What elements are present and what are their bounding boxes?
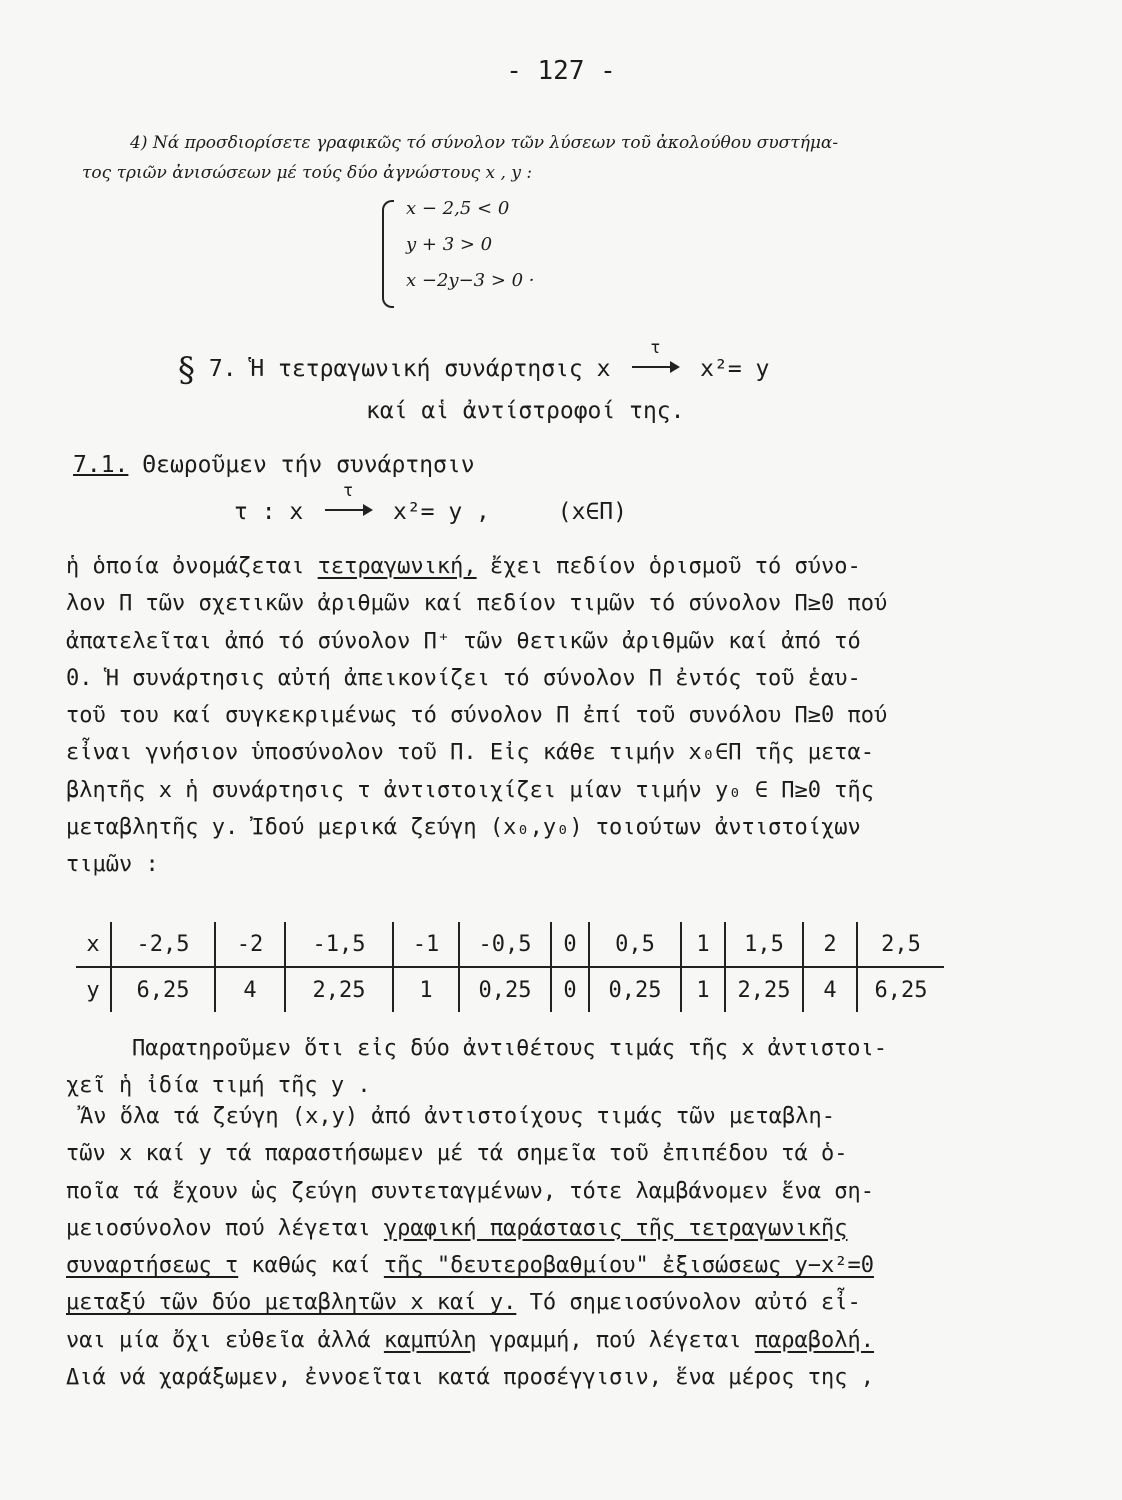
mapping-arrow-icon xyxy=(630,338,680,378)
section-title: Ἡ τετραγωνική συνάρτησις x xyxy=(250,356,611,382)
table-cell: 2,25 xyxy=(725,967,803,1012)
table-cell: 2,5 xyxy=(857,922,944,967)
inequality-system xyxy=(382,198,602,306)
underlined-term: καμπύλη xyxy=(383,1327,477,1353)
table-cell: 0,5 xyxy=(589,922,681,967)
text-line: 0. Ἡ συνάρτησις αὐτή ἀπεικονίζει τό σύνολον Π ἐντός τοῦ ἑαυ- xyxy=(66,665,861,691)
text-line xyxy=(66,548,1056,585)
table-cell: 0 xyxy=(551,967,589,1012)
text-span: μειοσύνολον πού λέγεται xyxy=(66,1215,384,1241)
left-brace-icon xyxy=(382,200,394,308)
text-line: ἀπατελεῖται ἀπό τό σύνολον Π⁺ τῶν θετικῶν ἀριθμῶν καί ἀπό τό xyxy=(66,628,861,654)
text-line: Διά νά χαράξωμεν, ἐννοεῖται κατά προσέγγισιν, ἕνα μέρος της , xyxy=(66,1365,874,1391)
table-cell: -1 xyxy=(393,922,459,967)
table-cell: 2,25 xyxy=(285,967,393,1012)
text-line: Παρατηροῦμεν ὅτι εἰς δύο ἀντιθέτους τιμάς τῆς x ἀντιστοι- xyxy=(132,1036,887,1061)
table-row-y xyxy=(76,967,944,1012)
page-number: - 127 - xyxy=(506,56,616,86)
section-number: 7. xyxy=(208,356,237,382)
text-line: τοῦ του καί συγκεκριμένως τό σύνολον Π ἐπί τοῦ συνόλου Π≥0 πού xyxy=(66,703,888,729)
table-cell: -2 xyxy=(215,922,285,967)
arrow-label: τ xyxy=(342,481,354,501)
text-span: ἔχει πεδίον ὁρισμοῦ τό σύνο- xyxy=(476,554,861,579)
underlined-term: μεταξύ τῶν δύο μεταβλητῶν x καί y. xyxy=(66,1290,517,1316)
text-span: ἡ ὁποία ὀνομάζεται xyxy=(66,554,318,579)
paragraph xyxy=(66,1098,1056,1396)
text-line xyxy=(66,1247,1056,1284)
table-row-x xyxy=(76,922,944,967)
arrow-label: τ xyxy=(650,338,661,358)
underlined-term: γραφική παράστασις τῆς τετραγωνικῆς xyxy=(383,1215,848,1241)
mapping-arrow-icon xyxy=(323,481,373,521)
underlined-term: παραβολή. xyxy=(754,1327,874,1353)
underlined-term: συναρτήσεως τ xyxy=(66,1253,239,1279)
table-cell: 1,5 xyxy=(725,922,803,967)
section-title-formula: x²= y xyxy=(700,356,770,382)
underlined-term: τῆς "δευτεροβαθμίου" ἐξισώσεως y−x²=0 xyxy=(383,1253,874,1279)
table-cell: 0 xyxy=(551,922,589,967)
text-line: Ἄν ὅλα τά ζεύγη (x,y) ἀπό ἀντιστοίχους τιμάς τῶν μεταβλη- xyxy=(80,1104,835,1129)
text-line: τιμῶν : xyxy=(66,852,159,878)
exercise-line: 4) Νά προσδιορίσετε γραφικῶς τό σύνολον τῶν λύσεων τοῦ ἀκολούθου συστήμα- xyxy=(130,133,839,153)
inequality: x −2y−3 > 0 · xyxy=(406,270,535,291)
section-heading xyxy=(178,338,770,390)
text-line xyxy=(66,1322,1056,1359)
table-cell: 1 xyxy=(681,967,725,1012)
section-subtitle: καί αἱ ἀντίστροφοί της. xyxy=(366,398,685,424)
text-line: λον Π τῶν σχετικῶν ἀριθμῶν καί πεδίον τιμῶν τό σύνολον Π≥0 πού xyxy=(66,591,888,617)
table-cell: 4 xyxy=(215,967,285,1012)
formula-left: τ : x xyxy=(234,499,304,525)
table-cell: -0,5 xyxy=(459,922,551,967)
table-cell: 6,25 xyxy=(111,967,215,1012)
subsection-title: Θεωροῦμεν τήν συνάρτησιν xyxy=(142,452,475,478)
row-label: y xyxy=(86,977,100,1003)
section-symbol: § xyxy=(178,350,195,390)
text-line: εἶναι γνήσιον ὑποσύνολον τοῦ Π. Εἰς κάθε τιμήν x₀∈Π τῆς μετα- xyxy=(66,740,874,766)
text-span: καθώς καί xyxy=(238,1253,384,1279)
function-formula xyxy=(234,481,628,525)
subsection-heading xyxy=(73,452,475,478)
table-cell: 0,25 xyxy=(459,967,551,1012)
table-cell: 1 xyxy=(681,922,725,967)
text-line: βλητῆς x ἡ συνάρτησις τ ἀντιστοιχίζει μίαν τιμήν y₀ ∈ Π≥0 τῆς xyxy=(66,777,874,803)
text-line xyxy=(66,1210,1056,1247)
formula-domain: (x∈Π) xyxy=(557,499,628,525)
table-cell: -1,5 xyxy=(285,922,393,967)
paragraph xyxy=(66,548,1056,884)
table-cell: 2 xyxy=(803,922,857,967)
text-line: τῶν x καί y τά παραστήσωμεν μέ τά σημεῖα τοῦ ἐπιπέδου τά ὁ- xyxy=(66,1141,848,1167)
exercise-line: τος τριῶν ἀνισώσεων μέ τούς δύο ἀγνώστους x , y : xyxy=(82,163,533,183)
text-line xyxy=(66,1284,1056,1321)
exercise-4 xyxy=(82,128,1042,188)
inequality: x − 2,5 < 0 xyxy=(406,198,510,219)
table-cell: 0,25 xyxy=(589,967,681,1012)
underlined-term: τετραγωνική, xyxy=(317,554,477,579)
table-cell: -2,5 xyxy=(111,922,215,967)
paragraph xyxy=(66,1030,1056,1105)
table-cell: 6,25 xyxy=(857,967,944,1012)
text-line: μεταβλητῆς y. Ἰδού μερικά ζεύγη (x₀,y₀) τοιούτων ἀντιστοίχων xyxy=(66,815,861,841)
text-span: γραμμή, πού λέγεται xyxy=(476,1327,755,1353)
text-line: χεῖ ἡ ἰδία τιμή τῆς y . xyxy=(66,1073,371,1099)
formula-right: x²= y , xyxy=(392,499,490,525)
row-label: x xyxy=(76,922,111,967)
table-cell: 1 xyxy=(393,967,459,1012)
text-span: Τό σημειοσύνολον αὐτό εἶ- xyxy=(516,1290,861,1316)
text-span: ναι μία ὄχι εὐθεῖα ἀλλά xyxy=(66,1327,384,1353)
inequality: y + 3 > 0 xyxy=(406,234,493,255)
values-table xyxy=(76,922,944,1012)
text-line: ποῖα τά ἔχουν ὡς ζεύγη συντεταγμένων, τότε λαμβάνομεν ἕνα ση- xyxy=(66,1178,874,1204)
subsection-number: 7.1. xyxy=(73,452,129,478)
table-cell: 4 xyxy=(803,967,857,1012)
